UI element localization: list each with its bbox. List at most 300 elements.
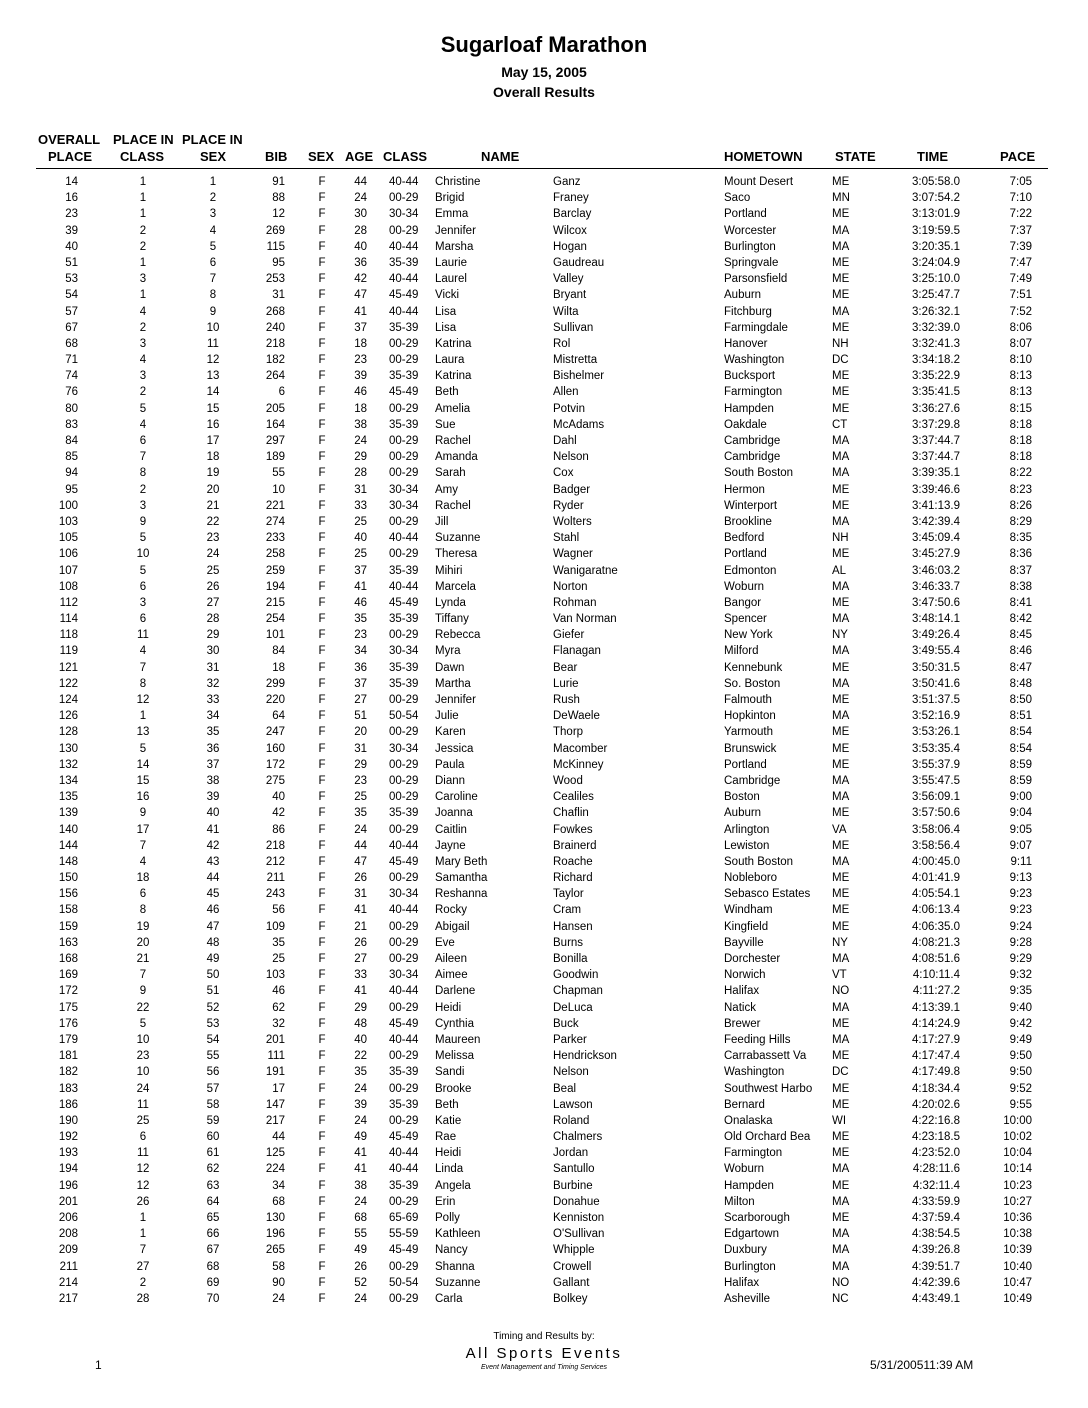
cell-place-sex: 1 <box>209 176 217 188</box>
cell-first-name: Lisa <box>435 305 457 318</box>
cell-pace: 8:26 <box>1009 499 1032 512</box>
cell-hometown: Saco <box>724 192 751 205</box>
cell-place-sex: 38 <box>206 774 220 787</box>
cell-last-name: Norton <box>553 580 588 593</box>
cell-sex: F <box>318 791 326 804</box>
table-row <box>0 1226 1088 1242</box>
cell-state: MA <box>832 224 850 237</box>
cell-class: 40-44 <box>389 985 419 998</box>
cell-bib: 90 <box>272 1276 285 1289</box>
cell-place-overall: 118 <box>59 629 78 642</box>
cell-pace: 8:42 <box>1009 613 1032 626</box>
table-row <box>0 805 1088 821</box>
cell-pace: 8:07 <box>1009 337 1032 350</box>
cell-state: MA <box>832 774 850 787</box>
cell-state: MA <box>832 1244 850 1257</box>
cell-time: 4:06:35.0 <box>912 920 960 933</box>
cell-age: 41 <box>354 305 367 318</box>
cell-time: 3:48:14.1 <box>912 613 960 626</box>
cell-place-class: 8 <box>139 904 147 917</box>
cell-first-name: Tiffany <box>435 613 469 626</box>
cell-sex: F <box>318 337 326 350</box>
cell-pace: 8:59 <box>1009 774 1032 787</box>
cell-place-sex: 30 <box>206 645 220 658</box>
cell-place-class: 7 <box>139 451 147 464</box>
cell-time: 3:55:37.9 <box>912 758 960 771</box>
table-row <box>0 967 1088 983</box>
cell-last-name: Bolkey <box>553 1292 588 1305</box>
cell-first-name: Reshanna <box>435 888 488 901</box>
cell-place-overall: 144 <box>58 839 78 852</box>
cell-state: MA <box>832 677 850 690</box>
cell-time: 3:26:32.1 <box>912 305 960 318</box>
cell-first-name: Rae <box>435 1131 457 1144</box>
cell-bib: 95 <box>272 256 285 269</box>
cell-bib: 265 <box>265 1244 285 1257</box>
cell-class: 35-39 <box>389 321 419 334</box>
cell-age: 44 <box>354 839 367 852</box>
cell-last-name: Valley <box>553 273 584 286</box>
cell-place-class: 5 <box>139 564 147 577</box>
cell-bib: 31 <box>272 289 285 302</box>
cell-first-name: Rachel <box>435 499 471 512</box>
cell-time: 4:17:27.9 <box>912 1033 960 1046</box>
cell-sex: F <box>318 435 326 447</box>
cell-last-name: Gallant <box>553 1276 590 1289</box>
cell-sex: F <box>318 645 326 658</box>
cell-last-name: Nelson <box>553 451 589 464</box>
cell-last-name: Thorp <box>553 726 584 739</box>
cell-first-name: Jessica <box>435 742 474 755</box>
cell-place-class: 1 <box>139 176 147 188</box>
cell-place-overall: 181 <box>58 1050 78 1063</box>
cell-time: 3:47:50.6 <box>912 596 960 609</box>
cell-place-class: 4 <box>139 418 147 431</box>
cell-time: 4:08:21.3 <box>912 936 960 949</box>
cell-place-class: 4 <box>139 354 147 367</box>
cell-state: MA <box>832 645 850 658</box>
header-divider <box>36 168 1048 169</box>
cell-state: ME <box>832 1050 850 1063</box>
cell-place-overall: 176 <box>58 1017 78 1030</box>
table-row <box>0 870 1088 886</box>
cell-place-sex: 28 <box>206 613 220 626</box>
table-row <box>0 611 1088 627</box>
cell-pace: 7:39 <box>1009 240 1032 253</box>
cell-state: ME <box>832 1131 850 1144</box>
cell-sex: F <box>318 613 326 626</box>
cell-sex: F <box>318 580 326 593</box>
table-row <box>0 1016 1088 1032</box>
cell-pace: 8:41 <box>1009 596 1032 609</box>
cell-place-class: 4 <box>139 855 147 868</box>
cell-place-sex: 20 <box>206 483 220 496</box>
table-row <box>0 223 1088 239</box>
cell-age: 31 <box>354 742 367 755</box>
cell-bib: 218 <box>265 337 285 350</box>
cell-place-sex: 50 <box>206 969 220 982</box>
cell-last-name: DeLuca <box>553 1001 593 1014</box>
cell-place-overall: 139 <box>58 807 78 820</box>
cell-hometown: Natick <box>724 1001 756 1014</box>
cell-bib: 62 <box>272 1001 285 1014</box>
cell-age: 22 <box>354 1050 367 1063</box>
cell-sex: F <box>318 305 326 318</box>
cell-age: 38 <box>354 1179 367 1192</box>
cell-hometown: Hampden <box>724 402 774 415</box>
cell-state: MA <box>832 1163 850 1176</box>
cell-first-name: Marcela <box>435 580 476 593</box>
cell-time: 4:37:59.4 <box>912 1212 960 1224</box>
table-row <box>0 708 1088 724</box>
cell-last-name: Richard <box>553 872 593 885</box>
cell-place-overall: 132 <box>58 758 78 771</box>
cell-state: MA <box>832 1260 850 1273</box>
cell-place-class: 20 <box>136 936 150 949</box>
cell-class: 35-39 <box>389 1179 419 1192</box>
cell-first-name: Erin <box>435 1195 456 1208</box>
cell-place-sex: 18 <box>206 451 220 464</box>
cell-bib: 40 <box>272 791 285 804</box>
cell-time: 3:37:29.8 <box>912 418 960 431</box>
cell-place-overall: 175 <box>58 1001 78 1014</box>
table-row <box>0 449 1088 465</box>
cell-class: 30-34 <box>389 499 419 512</box>
cell-last-name: Van Norman <box>553 613 617 626</box>
cell-bib: 220 <box>265 694 285 706</box>
cell-first-name: Christine <box>435 176 481 188</box>
cell-first-name: Sandi <box>435 1066 465 1079</box>
cell-last-name: Stahl <box>553 532 580 545</box>
cell-place-overall: 53 <box>65 273 78 286</box>
cell-first-name: Caitlin <box>435 823 467 836</box>
cell-place-class: 12 <box>136 1179 150 1192</box>
cell-bib: 217 <box>265 1114 285 1127</box>
cell-first-name: Beth <box>435 386 459 399</box>
cell-first-name: Paula <box>435 758 465 771</box>
cell-pace: 9:23 <box>1009 888 1032 901</box>
cell-pace: 8:35 <box>1009 532 1032 545</box>
cell-place-sex: 59 <box>206 1114 220 1127</box>
cell-hometown: Parsonsfield <box>724 273 788 286</box>
cell-place-class: 7 <box>139 661 147 674</box>
cell-sex: F <box>318 1066 326 1079</box>
cell-class: 00-29 <box>389 1114 419 1127</box>
cell-place-sex: 24 <box>206 548 220 561</box>
cell-bib: 84 <box>272 645 285 658</box>
cell-hometown: Farmingdale <box>724 321 788 334</box>
cell-place-overall: 124 <box>58 694 78 706</box>
header-sex: SEX <box>308 149 335 164</box>
cell-first-name: Jayne <box>435 839 466 852</box>
cell-last-name: Ryder <box>553 499 584 512</box>
cell-hometown: Cambridge <box>724 451 781 464</box>
header-sex-top: PLACE IN <box>182 132 243 147</box>
cell-pace: 9:29 <box>1009 953 1032 965</box>
cell-place-class: 8 <box>139 467 147 480</box>
cell-age: 40 <box>354 240 367 253</box>
cell-place-sex: 13 <box>206 370 220 383</box>
cell-place-class: 13 <box>136 726 150 739</box>
cell-first-name: Vicki <box>435 289 460 302</box>
cell-pace: 9:00 <box>1009 791 1032 804</box>
cell-last-name: Nelson <box>553 1066 589 1079</box>
cell-hometown: Cambridge <box>724 774 781 787</box>
table-row <box>0 514 1088 530</box>
cell-sex: F <box>318 985 326 998</box>
cell-time: 3:25:47.7 <box>912 289 960 302</box>
cell-time: 4:17:47.4 <box>912 1050 960 1063</box>
cell-first-name: Katrina <box>435 370 472 383</box>
cell-place-class: 5 <box>139 1017 147 1030</box>
cell-hometown: Halifax <box>724 985 760 998</box>
cell-place-sex: 8 <box>209 289 217 302</box>
cell-class: 35-39 <box>389 677 419 690</box>
cell-first-name: Polly <box>435 1212 460 1224</box>
cell-place-sex: 68 <box>206 1260 220 1273</box>
cell-last-name: Rol <box>553 337 571 350</box>
cell-last-name: Wagner <box>553 548 593 561</box>
cell-place-overall: 14 <box>65 176 78 188</box>
cell-place-class: 12 <box>136 694 150 706</box>
cell-state: ME <box>832 661 850 674</box>
table-row <box>0 773 1088 789</box>
cell-pace: 10:40 <box>1003 1260 1032 1273</box>
cell-sex: F <box>318 499 326 512</box>
cell-place-sex: 25 <box>206 564 220 577</box>
cell-class: 30-34 <box>389 888 419 901</box>
cell-bib: 196 <box>265 1228 285 1241</box>
cell-bib: 164 <box>265 418 285 431</box>
cell-place-sex: 32 <box>206 677 220 690</box>
cell-bib: 253 <box>265 273 285 286</box>
cell-pace: 8:36 <box>1009 548 1032 561</box>
cell-pace: 8:18 <box>1009 418 1032 431</box>
cell-hometown: Norwich <box>724 969 766 982</box>
cell-first-name: Joanna <box>435 807 473 820</box>
cell-place-overall: 94 <box>65 467 78 480</box>
cell-place-class: 17 <box>136 823 150 836</box>
table-row <box>0 190 1088 206</box>
cell-bib: 101 <box>265 629 285 642</box>
cell-age: 40 <box>354 532 367 545</box>
cell-place-class: 4 <box>139 645 147 658</box>
cell-age: 18 <box>354 337 367 350</box>
cell-pace: 9:05 <box>1009 823 1032 836</box>
cell-hometown: Springvale <box>724 256 779 269</box>
cell-place-class: 1 <box>139 208 147 221</box>
cell-hometown: Onalaska <box>724 1114 773 1127</box>
cell-hometown: Portland <box>724 208 767 221</box>
table-row <box>0 546 1088 562</box>
cell-class: 35-39 <box>389 370 419 383</box>
cell-state: ME <box>832 176 850 188</box>
cell-time: 3:13:01.9 <box>912 208 960 221</box>
cell-hometown: Milton <box>724 1195 755 1208</box>
cell-age: 24 <box>354 1082 367 1095</box>
header-class-place: CLASS <box>120 149 165 164</box>
table-row <box>0 1275 1088 1291</box>
cell-time: 4:32:11.4 <box>912 1179 960 1192</box>
cell-age: 41 <box>354 1147 367 1160</box>
cell-class: 00-29 <box>389 1050 419 1063</box>
cell-bib: 189 <box>265 451 285 464</box>
cell-class: 30-34 <box>389 208 419 221</box>
cell-time: 4:43:49.1 <box>912 1292 960 1305</box>
table-row <box>0 384 1088 400</box>
cell-place-overall: 206 <box>58 1212 78 1224</box>
cell-age: 24 <box>354 823 367 836</box>
cell-age: 35 <box>354 613 367 626</box>
cell-first-name: Jill <box>435 515 449 528</box>
cell-last-name: Buck <box>553 1017 579 1030</box>
cell-hometown: Kingfield <box>724 920 769 933</box>
cell-place-class: 6 <box>139 435 147 447</box>
table-row <box>0 368 1088 384</box>
cell-place-sex: 26 <box>206 580 220 593</box>
cell-time: 4:39:26.8 <box>912 1244 960 1257</box>
cell-class: 00-29 <box>389 920 419 933</box>
table-row <box>0 1129 1088 1145</box>
cell-last-name: Wanigaratne <box>553 564 618 577</box>
cell-state: ME <box>832 1147 850 1160</box>
cell-pace: 10:38 <box>1003 1228 1032 1241</box>
cell-first-name: Jennifer <box>435 694 476 706</box>
cell-class: 45-49 <box>389 1131 419 1144</box>
cell-sex: F <box>318 1292 326 1305</box>
cell-pace: 10:27 <box>1003 1195 1032 1208</box>
cell-pace: 9:32 <box>1009 969 1032 982</box>
cell-hometown: Halifax <box>724 1276 760 1289</box>
table-row <box>0 902 1088 918</box>
timing-credit: Timing and Results by: <box>493 1331 595 1342</box>
cell-state: WI <box>832 1114 847 1127</box>
table-row <box>0 352 1088 368</box>
cell-state: ME <box>832 904 850 917</box>
cell-age: 34 <box>354 645 367 658</box>
cell-sex: F <box>318 386 326 399</box>
cell-place-class: 3 <box>139 499 147 512</box>
cell-place-class: 3 <box>139 370 147 383</box>
cell-bib: 268 <box>265 305 285 318</box>
cell-last-name: Chapman <box>553 985 603 998</box>
cell-class: 40-44 <box>389 240 419 253</box>
cell-bib: 64 <box>272 710 285 723</box>
cell-place-sex: 22 <box>206 515 220 528</box>
table-row <box>0 1032 1088 1048</box>
cell-state: ME <box>832 483 850 496</box>
cell-hometown: Yarmouth <box>724 726 774 739</box>
cell-first-name: Sue <box>435 418 456 431</box>
cell-state: ME <box>832 694 850 706</box>
cell-time: 4:38:54.5 <box>912 1228 960 1241</box>
cell-place-sex: 60 <box>206 1131 220 1144</box>
cell-pace: 9:49 <box>1009 1033 1032 1046</box>
cell-age: 28 <box>354 467 367 480</box>
cell-time: 4:01:41.9 <box>912 872 960 885</box>
cell-first-name: Laurel <box>435 273 467 286</box>
cell-pace: 9:28 <box>1009 936 1032 949</box>
cell-hometown: Woburn <box>724 580 765 593</box>
cell-bib: 172 <box>265 758 285 771</box>
cell-state: NH <box>832 337 849 350</box>
cell-state: CT <box>832 418 848 431</box>
table-row <box>0 287 1088 303</box>
cell-place-class: 9 <box>139 807 147 820</box>
cell-sex: F <box>318 807 326 820</box>
cell-last-name: Roland <box>553 1114 590 1127</box>
cell-pace: 7:49 <box>1009 273 1032 286</box>
cell-sex: F <box>318 354 326 367</box>
cell-time: 4:00:45.0 <box>912 855 960 868</box>
cell-place-sex: 36 <box>206 742 220 755</box>
table-row <box>0 1048 1088 1064</box>
cell-first-name: Emma <box>435 208 469 221</box>
cell-sex: F <box>318 1212 326 1224</box>
cell-place-class: 9 <box>139 515 147 528</box>
table-row <box>0 627 1088 643</box>
cell-bib: 25 <box>272 953 285 965</box>
cell-pace: 9:50 <box>1009 1050 1032 1063</box>
cell-place-class: 5 <box>139 532 147 545</box>
cell-time: 3:50:41.6 <box>912 677 960 690</box>
cell-sex: F <box>318 548 326 561</box>
cell-first-name: Diann <box>435 774 466 787</box>
cell-time: 4:23:18.5 <box>912 1131 960 1144</box>
cell-place-class: 11 <box>137 1147 149 1160</box>
cell-state: DC <box>832 1066 849 1079</box>
cell-place-class: 16 <box>136 791 150 804</box>
cell-state: NC <box>832 1292 849 1305</box>
cell-pace: 9:07 <box>1009 839 1032 852</box>
cell-age: 36 <box>354 256 367 269</box>
cell-place-sex: 10 <box>206 321 220 334</box>
cell-sex: F <box>318 1017 326 1030</box>
cell-place-class: 3 <box>139 596 147 609</box>
cell-age: 21 <box>354 920 367 933</box>
cell-first-name: Dawn <box>435 661 465 674</box>
cell-class: 30-34 <box>389 969 419 982</box>
cell-age: 49 <box>354 1131 367 1144</box>
cell-place-class: 2 <box>139 321 147 334</box>
cell-first-name: Maureen <box>435 1033 481 1046</box>
cell-hometown: Mount Desert <box>724 176 794 188</box>
cell-place-overall: 209 <box>58 1244 78 1257</box>
table-row <box>0 724 1088 740</box>
cell-state: ME <box>832 839 850 852</box>
cell-sex: F <box>318 1131 326 1144</box>
company-tagline: Event Management and Timing Services <box>481 1364 607 1371</box>
cell-bib: 42 <box>272 807 285 820</box>
cell-age: 33 <box>354 499 367 512</box>
cell-place-class: 4 <box>139 305 147 318</box>
cell-first-name: Marsha <box>435 240 474 253</box>
cell-age: 41 <box>354 985 367 998</box>
cell-age: 41 <box>354 1163 367 1176</box>
header-overall-top: OVERALL <box>38 132 101 147</box>
cell-time: 4:33:59.9 <box>912 1195 960 1208</box>
cell-time: 4:13:39.1 <box>912 1001 960 1014</box>
cell-pace: 10:23 <box>1003 1179 1032 1192</box>
cell-state: ME <box>832 1179 850 1192</box>
cell-time: 3:36:27.6 <box>912 402 960 415</box>
cell-first-name: Beth <box>435 1098 459 1111</box>
cell-pace: 8:10 <box>1009 354 1032 367</box>
cell-first-name: Kathleen <box>435 1228 481 1241</box>
cell-place-overall: 182 <box>58 1066 78 1079</box>
cell-sex: F <box>318 1244 326 1257</box>
cell-sex: F <box>318 1033 326 1046</box>
